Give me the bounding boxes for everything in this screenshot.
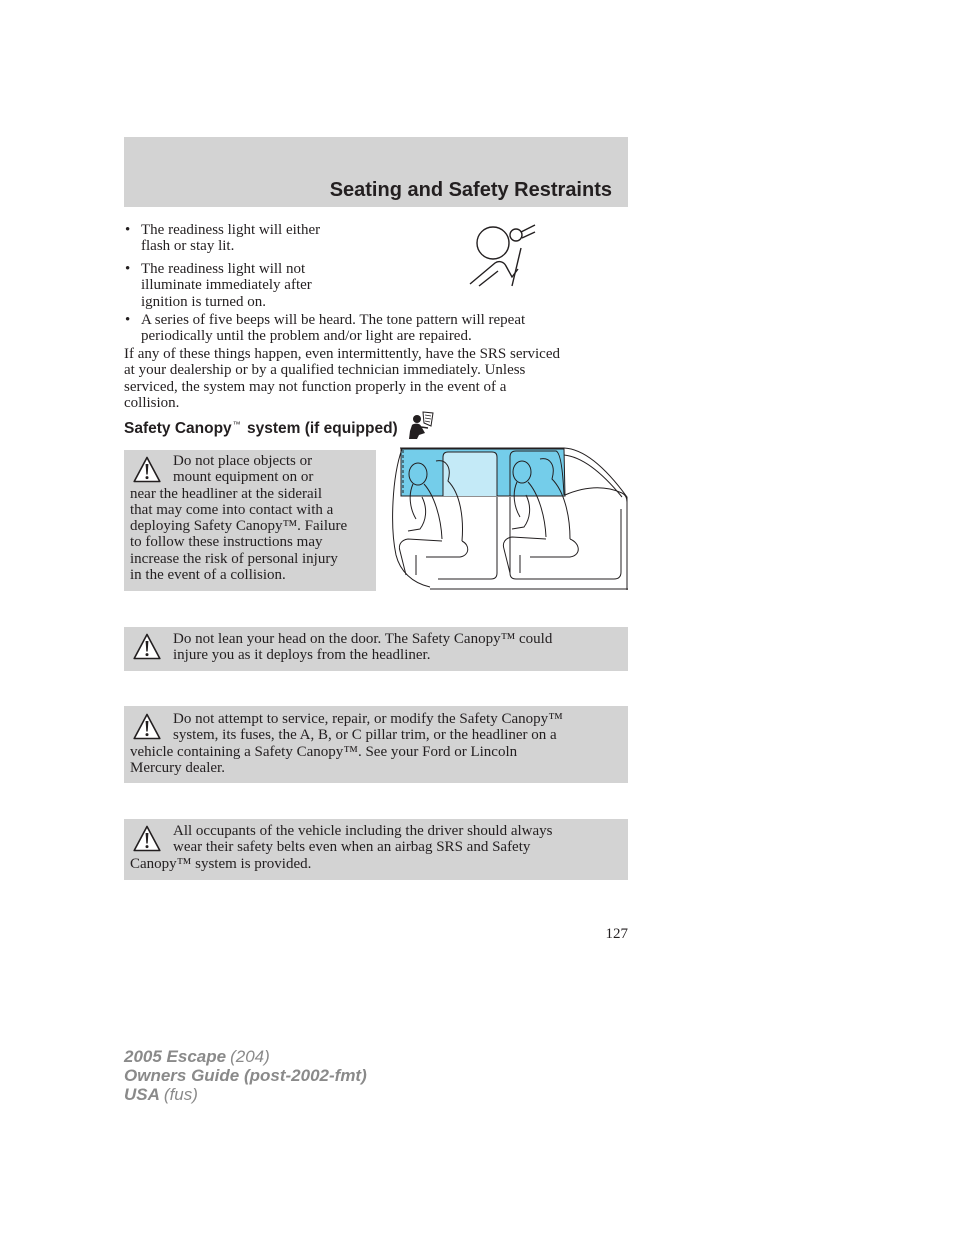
bullet-text <box>141 222 320 255</box>
page-number: 127 <box>605 926 628 942</box>
text-line: deploying Safety Canopy™. Failure <box>130 518 348 535</box>
text-line: The readiness light will not <box>141 261 306 277</box>
text-line: serviced, the system may not function properly in the event of a <box>124 378 507 395</box>
text-line: Do not lean your head on the door. The Safety Canopy™ could <box>173 631 553 647</box>
footer-guide: Owners Guide (post-2002-fmt) <box>124 1066 367 1085</box>
warning-box <box>124 706 628 783</box>
footer-model-code: (204) <box>230 1047 270 1066</box>
section-heading <box>124 416 398 437</box>
text-line: The readiness light will either <box>141 222 321 238</box>
footer-line <box>124 1085 367 1104</box>
text-line: wear their safety belts even when an airbag SRS and Safety <box>173 839 531 856</box>
srs-service-paragraph <box>124 346 560 411</box>
text-line: ignition is turned on. <box>141 293 266 310</box>
document-footer <box>124 1047 367 1104</box>
warning-box <box>124 819 628 880</box>
bullet-mark: • <box>125 312 131 328</box>
airbag-readiness-icon <box>467 222 537 288</box>
text-line: at your dealership or by a qualified technician immediately. Unless <box>124 362 526 379</box>
text-line: Mercury dealer. <box>130 759 225 776</box>
bullet-mark: • <box>125 261 131 277</box>
text-line: A series of five beeps will be heard. The tone pattern will repeat <box>141 312 526 328</box>
text-line: system, its fuses, the A, B, or C pillar trim, or the headliner on a <box>173 727 557 744</box>
bullet-text <box>141 261 312 310</box>
warning-text <box>124 823 552 872</box>
curtain-airbag <box>401 449 565 496</box>
safety-canopy-deployment-illustration <box>386 447 628 591</box>
bullet-text <box>141 312 525 345</box>
text-line: that may come into contact with a <box>130 501 334 518</box>
text-line: collision. <box>124 394 180 411</box>
page-title: Seating and Safety Restraints <box>329 179 612 201</box>
text-line: Canopy™ system is provided. <box>130 855 312 872</box>
text-line: to follow these instructions may <box>130 534 323 551</box>
text-line: in the event of a collision. <box>130 567 286 584</box>
trademark-mark: ™ <box>232 420 241 429</box>
text-line: vehicle containing a Safety Canopy™. See your Ford or Lincoln <box>130 743 518 760</box>
text-line: increase the risk of personal injury <box>130 550 338 567</box>
footer-market: USA <box>124 1085 160 1104</box>
safety-canopy-icon <box>406 411 434 439</box>
text-line: If any of these things happen, even intermittently, have the SRS serviced <box>124 346 560 362</box>
text-line: flash or stay lit. <box>141 238 235 255</box>
warning-box <box>124 627 628 671</box>
text-line: All occupants of the vehicle including the driver should always <box>173 823 553 839</box>
heading-rest: system (if equipped) <box>242 420 398 437</box>
footer-line <box>124 1047 367 1066</box>
warning-text <box>124 453 347 583</box>
footer-model: 2005 Escape <box>124 1047 227 1066</box>
text-line: mount equipment on or <box>173 469 314 486</box>
footer-market-code: (fus) <box>163 1085 198 1104</box>
warning-box <box>124 450 376 591</box>
text-line: periodically until the problem and/or light are repaired. <box>141 328 472 345</box>
text-line: Do not attempt to service, repair, or modify the Safety Canopy™ <box>173 711 563 727</box>
text-line: injure you as it deploys from the headliner. <box>173 647 431 664</box>
bullet-mark: • <box>125 222 131 238</box>
warning-text <box>124 631 552 664</box>
text-line: Do not place objects or <box>173 453 313 469</box>
warning-text <box>124 711 563 776</box>
section-header <box>124 137 628 207</box>
heading-main: Safety Canopy <box>124 420 232 437</box>
text-line: near the headliner at the siderail <box>130 485 322 502</box>
text-line: illuminate immediately after <box>141 277 312 294</box>
